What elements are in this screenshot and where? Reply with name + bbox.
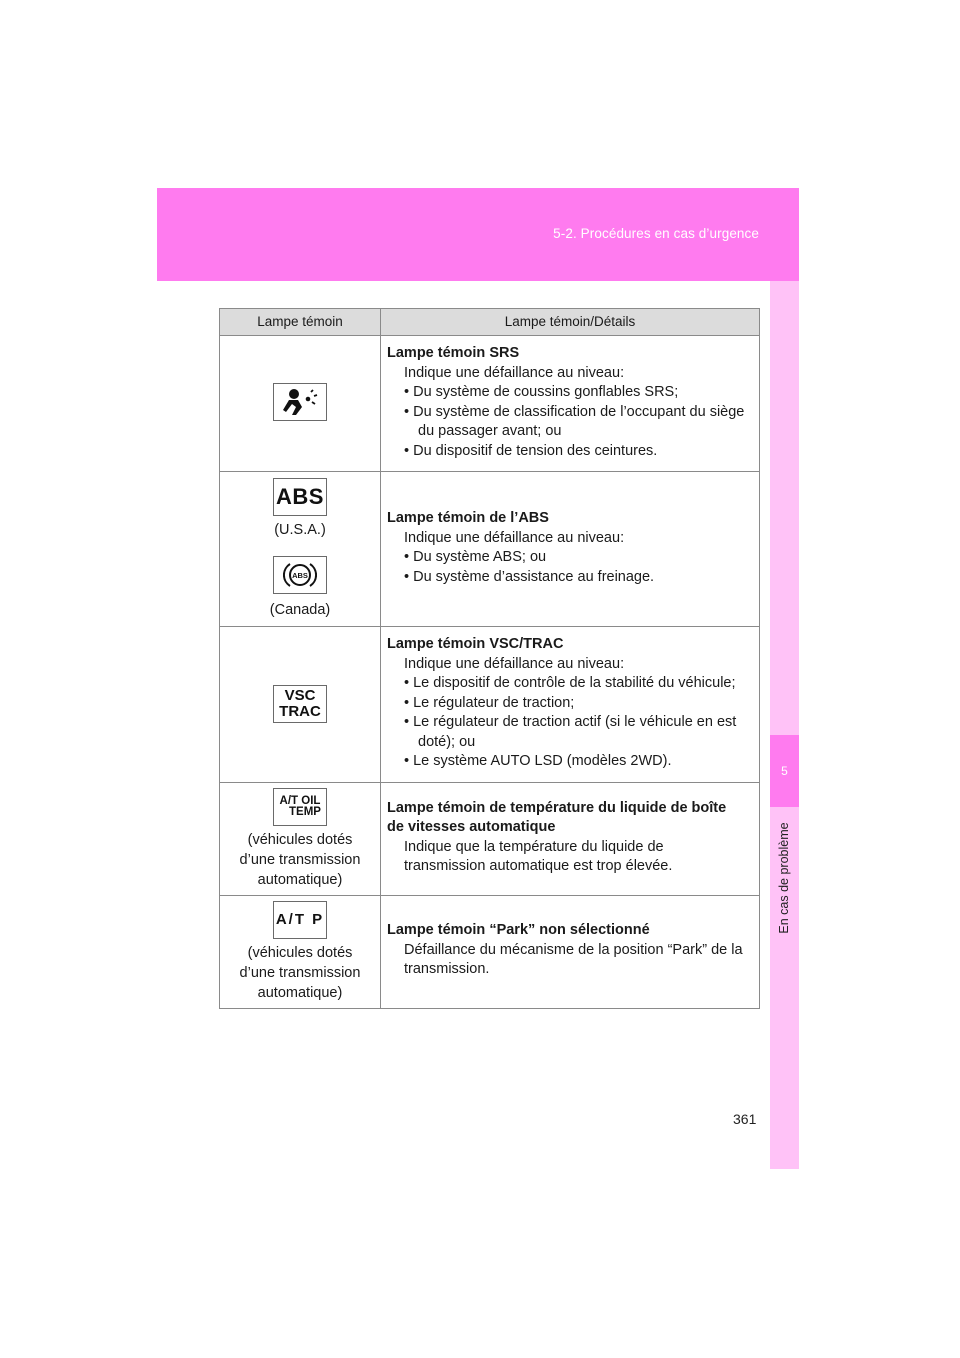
lamp-body: Défaillance du mécanisme de la position “Park” de la — [404, 941, 743, 958]
lamp-title: de vitesses automatique — [387, 819, 556, 835]
warning-lamp-table — [219, 308, 760, 1009]
region-caption: (U.S.A.) — [274, 521, 326, 538]
lamp-title: Lampe témoin VSC/TRAC — [387, 636, 564, 652]
side-tab-number: 5 — [770, 735, 799, 807]
lamp-body: Indique que la température du liquide de — [404, 838, 664, 855]
section-title: 5-2. Procédures en cas d’urgence — [553, 226, 759, 241]
icon-cell — [220, 895, 381, 1008]
list-item: • Le système AUTO LSD (modèles 2WD). — [404, 753, 672, 769]
table-row — [220, 782, 760, 895]
side-tab — [770, 281, 799, 1169]
table-header-row — [220, 309, 760, 336]
vsc-icon-line1: VSC — [284, 687, 316, 705]
table-row — [220, 627, 760, 783]
lamp-body: transmission automatique est trop élevée. — [404, 858, 673, 874]
lamp-title: Lampe témoin “Park” non sélectionné — [387, 922, 650, 939]
list-item: • Le dispositif de contrôle de la stabilité du véhicule; — [404, 675, 736, 691]
caption-line: (véhicules dotés — [247, 944, 353, 961]
icon-cell — [220, 472, 381, 627]
at-park-icon — [273, 901, 327, 939]
list-item: doté); ou — [418, 733, 476, 750]
lamp-intro: Indique une défaillance au niveau: — [404, 364, 625, 381]
list-item: • Du système de classification de l’occupant du siège — [404, 403, 745, 420]
lamp-title: Lampe témoin de température du liquide de boîte — [387, 799, 727, 816]
vehicle-caption — [224, 830, 376, 890]
table-row — [220, 472, 760, 627]
list-item: • Du système de coussins gonflables SRS; — [404, 384, 679, 400]
lamp-intro: Indique une défaillance au niveau: — [404, 529, 625, 546]
list-item: • Du système ABS; ou — [404, 549, 547, 565]
desc-cell — [381, 472, 760, 627]
icon-cell — [220, 627, 381, 783]
vsc-trac-icon — [273, 685, 327, 723]
list-item: • Le régulateur de traction actif (si le véhicule en est — [404, 714, 737, 730]
desc-cell — [381, 895, 760, 1008]
abs-circle-icon — [273, 556, 327, 594]
caption-line: automatique) — [257, 984, 343, 1001]
at-oil-temp-icon — [273, 788, 327, 826]
table-row — [220, 336, 760, 472]
side-tab-label: En cas de problème — [777, 822, 791, 934]
abs-circle-text: ABS — [292, 570, 308, 580]
list-item: du passager avant; ou — [418, 423, 562, 439]
desc-cell — [381, 627, 760, 783]
vsc-icon-line2: TRAC — [279, 703, 321, 721]
lamp-intro: Indique une défaillance au niveau: — [404, 655, 625, 672]
at-oil-icon-line2: TEMP — [289, 805, 321, 818]
icon-cell — [220, 782, 381, 895]
desc-cell — [381, 336, 760, 472]
vehicle-caption — [224, 943, 376, 1003]
lamp-title: Lampe témoin de l’ABS — [387, 510, 549, 526]
list-item: • Le régulateur de traction; — [404, 694, 575, 711]
table-row — [220, 895, 760, 1008]
desc-cell — [381, 782, 760, 895]
caption-line: automatique) — [257, 871, 343, 888]
col-header-details: Lampe témoin/Détails — [381, 309, 760, 336]
region-caption: (Canada) — [269, 602, 331, 619]
lamp-title: Lampe témoin SRS — [387, 345, 520, 361]
icon-cell — [220, 336, 381, 472]
caption-line: (véhicules dotés — [247, 831, 353, 848]
at-park-icon-label: A/T P — [275, 910, 325, 928]
at-oil-icon-line1: A/T OIL — [279, 794, 321, 807]
list-item: • Du dispositif de tension des ceintures. — [404, 442, 658, 459]
header-band — [157, 188, 799, 281]
airbag-warning-icon — [273, 383, 327, 421]
page-number: 361 — [733, 1111, 757, 1127]
abs-icon-label: ABS — [276, 484, 324, 509]
caption-line: d’une transmission — [239, 964, 361, 981]
list-item: • Du système d’assistance au freinage. — [404, 568, 655, 585]
col-header-lamp: Lampe témoin — [220, 309, 381, 336]
abs-text-icon — [273, 478, 327, 516]
caption-line: d’une transmission — [239, 851, 361, 868]
lamp-body: transmission. — [404, 961, 490, 978]
